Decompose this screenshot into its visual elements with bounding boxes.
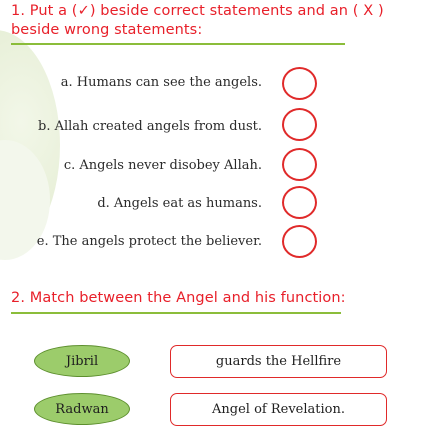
answer-circle-a[interactable] (282, 67, 317, 100)
section2-heading: 2. Match between the Angel and his function: (11, 290, 346, 306)
section1-heading-line1: 1. Put a (✓) beside correct statements and an ( X ) (11, 3, 384, 19)
angel-pill-jibril[interactable]: Jibril (34, 345, 130, 377)
section1-heading (11, 2, 384, 40)
section2-divider (11, 312, 341, 314)
angel-pill-radwan[interactable]: Radwan (34, 393, 130, 425)
section1-divider (11, 43, 345, 45)
statement-c: c. Angels never disobey Allah. (63, 158, 262, 173)
answer-circle-e[interactable] (282, 225, 317, 258)
section1-heading-line2: beside wrong statements: (11, 22, 203, 38)
statement-a: a. Humans can see the angels. (60, 75, 262, 90)
statement-d: d. Angels eat as humans. (97, 196, 262, 211)
function-box-hellfire[interactable]: guards the Hellfire (170, 345, 387, 378)
statement-b: b. Allah created angels from dust. (38, 119, 262, 134)
function-box-revelation[interactable]: Angel of Revelation. (170, 393, 387, 426)
answer-circle-d[interactable] (282, 186, 317, 219)
answer-circle-b[interactable] (282, 108, 317, 141)
answer-circle-c[interactable] (282, 148, 317, 181)
statement-e: e. The angels protect the believer. (36, 234, 262, 249)
